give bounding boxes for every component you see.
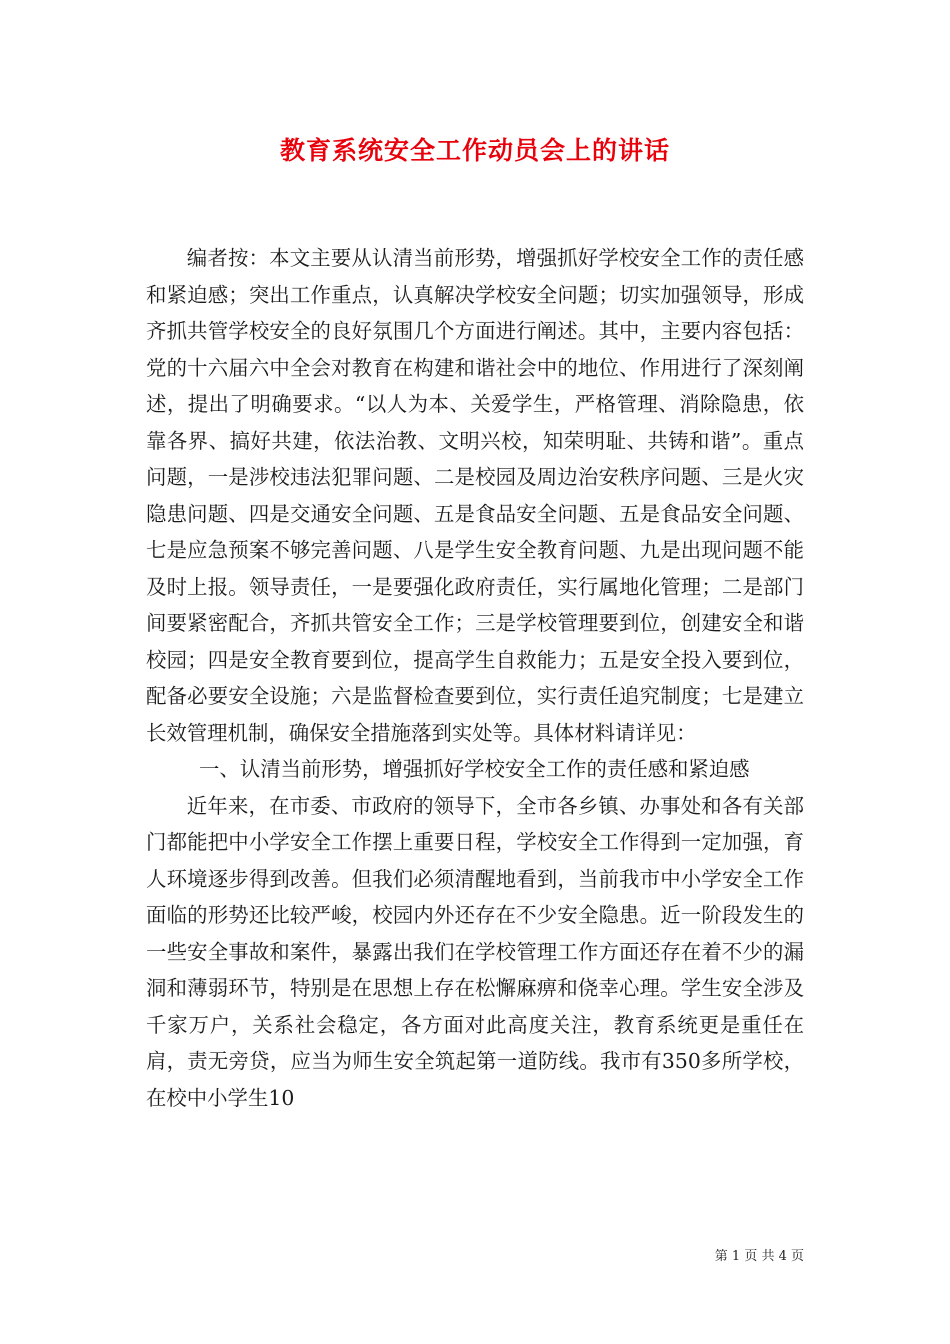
document-title: 教育系统安全工作动员会上的讲话 [279,136,670,165]
editor-note-paragraph: 编者按：本文主要从认清当前形势，增强抓好学校安全工作的责任感和紧迫感；突出工作重点，认真解决学校安全问题；切实加强领导，形成齐抓共管学校安全的良好氛围几个方面进行阐述。其中，主要内容包括：党的十六届六中全会对教育在构建和谐社会中的地位、作用进行了深刻阐述，提出了明确要求。“以人为本、关爱学生，严格管理、消除隐患，依靠各界、搞好共建，依法治教、文明兴校，知荣明耻、共铸和谐”。重点问题，一是涉校违法犯罪问题、二是校园及周边治安秩序问题、三是火灾隐患问题、四是交通安全问题、五是食品安全问题、五是食品安全问题、七是应急预案不够完善问题、八是学生安全教育问题、九是出现问题不能及时上报。领导责任，一是要强化政府责任，实行属地化管理；二是部门间要紧密配合，齐抓共管安全工作；三是学校管理要到位，创建安全和谐校园；四是安全教育要到位，提高学生自救能力；五是安全投入要到位，配备必要安全设施；六是监督检查要到位，实行责任追究制度；七是建立长效管理机制，确保安全措施落到实处等。具体材料请详见： [146,246,804,745]
document-body [146,240,804,1116]
page-number: 第 1 页 共 4 页 [714,1249,804,1264]
body-paragraph: 近年来，在市委、市政府的领导下，全市各乡镇、办事处和各有关部门都能把中小学安全工作摆上重要日程，学校安全工作得到一定加强，育人环境逐步得到改善。但我们必须清醒地看到，当前我市中小学安全工作面临的形势还比较严峻，校园内外还存在不少安全隐患。近一阶段发生的一些安全事故和案件，暴露出我们在学校管理工作方面还存在着不少的漏洞和薄弱环节，特别是在思想上存在松懈麻痹和侥幸心理。学生安全涉及千家万户，关系社会稳定，各方面对此高度关注，教育系统更是重任在肩，责无旁贷，应当为师生安全筑起第一道防线。我市有350多所学校，在校中小学生10 [146,793,804,1110]
section-heading: 一、认清当前形势，增强抓好学校安全工作的责任感和紧迫感 [199,757,750,781]
